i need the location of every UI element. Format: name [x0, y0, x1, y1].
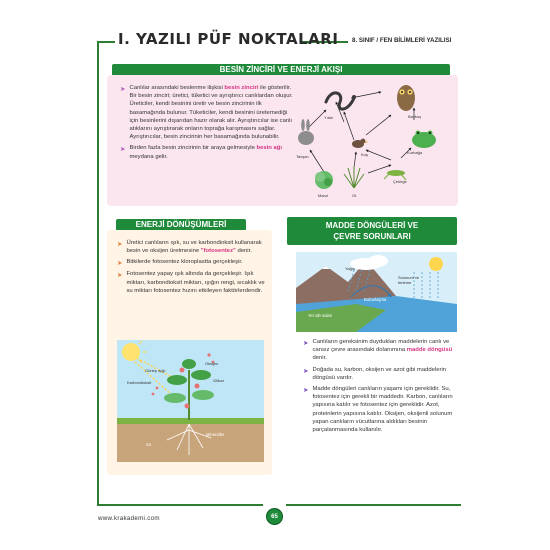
label-lettuce: Marul [318, 193, 329, 198]
food-web-illustration [296, 80, 456, 205]
frame-bottom-left-line [97, 504, 263, 506]
bullet-arrow-icon: ➤ [303, 387, 309, 395]
list-item: ➤ Üretici canlıların ışık, su ve karbondioksit kullanarak besin ve oksijen üretmesine "fotosentez" denir. [117, 240, 262, 255]
bullet-arrow-icon: ➤ [117, 260, 123, 268]
cycles-text [303, 338, 458, 437]
list-item: ➤ Birden fazla besin zincirinin bir araya gelmesiyle besin ağı meydana gelir. [120, 145, 283, 160]
lettuce-icon [315, 171, 333, 189]
list-item: ➤ Canlıların gereksinim duydukları maddelerin canlı ve cansız çevre arasındaki dolanımına madde döngüsü denir. [303, 339, 453, 362]
label-rabbit: Tavşan [296, 154, 309, 159]
frog-icon [412, 131, 436, 149]
footer-url: www.krakademi.com [98, 515, 160, 522]
page-title: I. YAZILI PÜF NOKTALARI [118, 30, 339, 48]
list-item: ➤ Madde döngüleri canlıların yaşamı için gereklidir. Su, fotosentez için gerekli bir maddedir. Karbon, canlıların yapısına katılır ve fotosentez için gereklidir. Azot, proteinlerin yapısına katılır. Oksijen, oksijenli solunum yapan canlıların vücutlarına aldıkları besinin parçalanmasında kullanılır. [303, 386, 453, 434]
bullet-arrow-icon: ➤ [303, 367, 309, 375]
label-minerals: Mineraller [206, 432, 225, 437]
label-snake: Yılan [324, 115, 334, 120]
cycles-banner-line2: ÇEVRE SORUNLARI [333, 232, 411, 241]
owl-icon [397, 85, 415, 111]
energy-text [117, 239, 267, 298]
grass-icon [344, 166, 364, 188]
label-frog: Kurbağa [407, 150, 423, 155]
label-bird: Kuş [361, 152, 368, 157]
cycles-banner [287, 217, 457, 245]
energy-banner-text: ENERJİ DÖNÜŞÜMLERİ [135, 220, 227, 229]
cycles-banner-line1: MADDE DÖNGÜLERİ VE [325, 221, 419, 230]
bird-icon [352, 139, 368, 148]
photosynthesis-illustration [117, 340, 264, 462]
label-groundwater: Yer altı suları [308, 313, 333, 318]
page-subtitle: 8. SINIF / FEN BİLİMLERİ YAZILISI [352, 37, 452, 44]
label-rain: Yağış [345, 266, 355, 271]
label-grasshopper: Çekirge [393, 179, 407, 184]
label-evaporation: Buharlaşma [364, 297, 387, 302]
frame-top-left-line [97, 41, 115, 43]
bullet-arrow-icon: ➤ [117, 241, 123, 248]
bullet-arrow-icon: ➤ [120, 86, 126, 93]
bullet-arrow-icon: ➤ [120, 146, 126, 154]
label-water: Su [146, 442, 152, 447]
label-owl: Baykuş [408, 114, 422, 119]
food-chain-text [120, 84, 296, 164]
list-item: ➤ Canlılar arasındaki beslenme ilişkisi besin zinciri ile gösterilir. Bir besin zinciri; üretici, tüketici ve ayrıştırıcı canlılardan oluşur. Üreticiler, kendi besinini üretir ve besin zincirinin ilk basamağında bulunur. Tüketiciler, kendi besinini üretemediği için besinlerini dışarıdan hazır olarak alır. Ayrıştırıcılar ise canlı atıklarını ayrıştırarak onların toprağa karışmasını sağlar. Ayrıştırıcılar, besin zincirinin her basamağında bulunabilir. [120, 85, 293, 141]
list-item: ➤ Bitkilerde fotosentez kloroplastta gerçekleşir. [117, 259, 243, 268]
food-chain-banner-text: BESİN ZİNCİRİ VE ENERJİ AKIŞI [219, 65, 343, 74]
list-item: ➤ Doğada su, karbon, oksijen ve azot gibi maddelerin döngüsü vardır. [303, 366, 447, 381]
label-sunlight: Güneş ışığı [145, 368, 166, 373]
sun-icon [429, 257, 443, 271]
list-item: ➤ Fotosentez yapay ışık altında da gerçekleşir. Işık miktarı, karbondioksit miktarı, ışığın rengi, sıcaklık ve su miktarı fotosentez hızını etkileyen faktörlerdendir. [117, 271, 265, 294]
rabbit-icon [298, 119, 314, 145]
label-co2: Karbondioksit [127, 380, 152, 385]
page-number: 65 [266, 508, 283, 525]
label-glucose: Glikoz [213, 378, 225, 383]
label-grass: Ot [352, 193, 357, 198]
label-oxygen: Oksijen [205, 361, 219, 366]
snake-icon [326, 93, 356, 109]
frame-left-line [97, 41, 99, 506]
bullet-arrow-icon: ➤ [117, 272, 123, 280]
label-transpiration: Solunum ve terleme [398, 275, 420, 285]
bullet-arrow-icon: ➤ [303, 340, 309, 347]
frame-bottom-right-line [286, 504, 461, 506]
water-cycle-illustration [296, 252, 457, 332]
